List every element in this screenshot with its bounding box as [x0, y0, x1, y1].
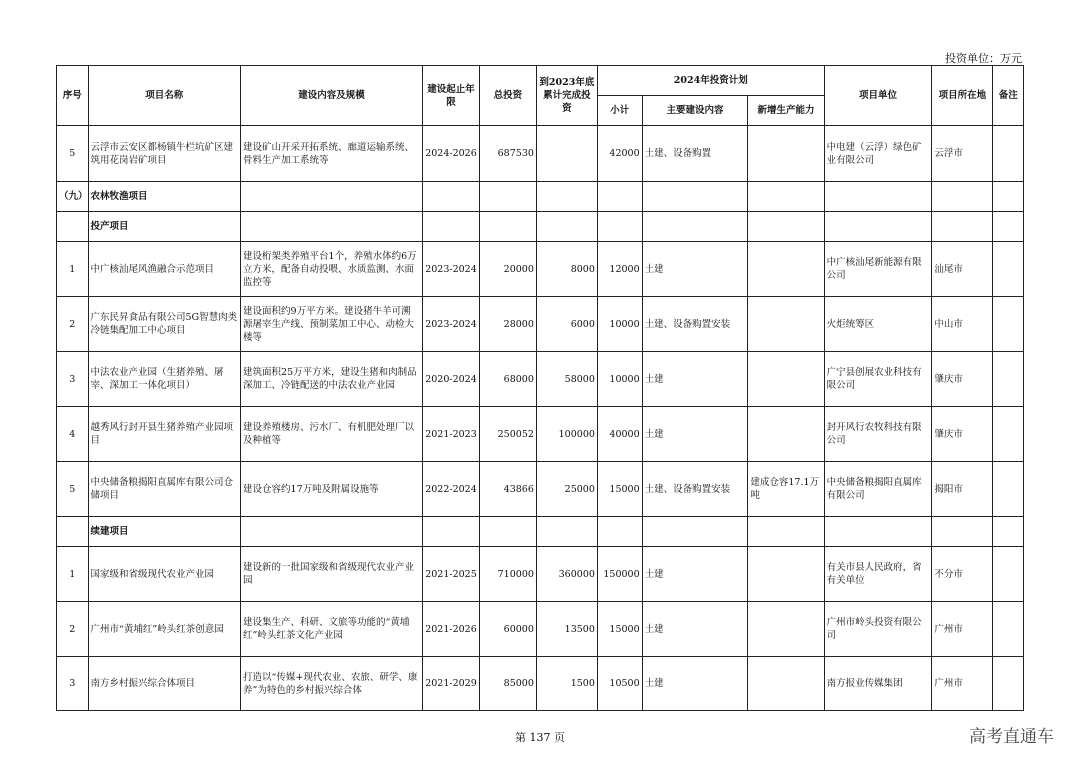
cell-name: 广州市“黄埔红”岭头红茶创意园	[88, 602, 241, 657]
watermark: 高考直通车	[969, 727, 1054, 747]
cell-remark	[993, 462, 1024, 517]
table-row	[57, 352, 1024, 407]
cell-content: 建设矿山开采开拓系统、廊道运输系统、骨料生产加工系统等	[241, 126, 423, 182]
cell-done: 25000	[536, 462, 597, 517]
cell-location: 肇庆市	[932, 352, 993, 407]
header-plan: 2024年投资计划	[597, 66, 824, 96]
header-location: 项目所在地	[932, 66, 993, 126]
header-capacity: 新增生产能力	[748, 96, 824, 126]
cell-location: 广州市	[932, 657, 993, 711]
cell-total: 687530	[479, 126, 536, 182]
table-row	[57, 242, 1024, 297]
cell-remark	[993, 547, 1024, 602]
unit-note: 投资单位：万元	[945, 52, 1022, 65]
cell-unit: 南方报业传媒集团	[824, 657, 932, 711]
cell-location: 不分市	[932, 547, 993, 602]
cell-main: 土建	[642, 352, 748, 407]
cell-main: 土建	[642, 602, 748, 657]
cell-content: 建筑面积25万平方米，建设生猪和肉制品深加工、冷链配送的中法农业产业园	[241, 352, 423, 407]
cell-capacity	[748, 407, 824, 462]
cell-subtotal: 10000	[597, 352, 642, 407]
cell-content: 建设集生产、科研、文旅等功能的“黄埔红”岭头红茶文化产业园	[241, 602, 423, 657]
cell-subtotal: 42000	[597, 126, 642, 182]
cell-name: 中央储备粮揭阳直属库有限公司仓储项目	[88, 462, 241, 517]
cell-done	[536, 126, 597, 182]
header-done: 到2023年底累计完成投资	[536, 66, 597, 126]
cell-capacity	[748, 547, 824, 602]
cell-seq: 1	[57, 547, 89, 602]
cell-name: 中广核汕尾风渔融合示范项目	[88, 242, 241, 297]
section-row	[57, 182, 1024, 212]
cell-capacity: 建成仓容17.1万吨	[748, 462, 824, 517]
cell-remark	[993, 242, 1024, 297]
cell-location: 汕尾市	[932, 242, 993, 297]
cell-seq: 1	[57, 242, 89, 297]
cell-seq: 4	[57, 407, 89, 462]
cell-remark	[993, 352, 1024, 407]
header-remark: 备注	[993, 66, 1024, 126]
investment-table	[56, 65, 1024, 711]
header-content: 建设内容及规模	[241, 66, 423, 126]
cell-period: 2022-2024	[423, 462, 480, 517]
header-name: 项目名称	[88, 66, 241, 126]
cell-main: 土建、设备购置安装	[642, 462, 748, 517]
cell-total: 68000	[479, 352, 536, 407]
cell-remark	[993, 602, 1024, 657]
cell-done: 13500	[536, 602, 597, 657]
cell-period: 2023-2024	[423, 297, 480, 352]
subsection-row	[57, 517, 1024, 547]
cell-content: 建设新的一批国家级和省级现代农业产业园	[241, 547, 423, 602]
cell-content: 建设仓容约17万吨及附属设施等	[241, 462, 423, 517]
cell-seq: 3	[57, 657, 89, 711]
cell-subtotal: 40000	[597, 407, 642, 462]
table-row	[57, 462, 1024, 517]
header-unit: 项目单位	[824, 66, 932, 126]
cell-capacity	[748, 242, 824, 297]
cell-subtotal: 10000	[597, 297, 642, 352]
cell-capacity	[748, 126, 824, 182]
cell-capacity	[748, 352, 824, 407]
cell-seq: 2	[57, 297, 89, 352]
cell-done: 1500	[536, 657, 597, 711]
cell-subtotal: 10500	[597, 657, 642, 711]
cell-location: 中山市	[932, 297, 993, 352]
cell-total: 710000	[479, 547, 536, 602]
cell-name: 南方乡村振兴综合体项目	[88, 657, 241, 711]
cell-period: 2021-2023	[423, 407, 480, 462]
cell-seq: 5	[57, 462, 89, 517]
cell-main: 土建	[642, 407, 748, 462]
subsection-title: 续建项目	[88, 517, 241, 547]
cell-total: 250052	[479, 407, 536, 462]
cell-period: 2023-2024	[423, 242, 480, 297]
subsection-title: 投产项目	[88, 212, 241, 242]
cell-seq: 5	[57, 126, 89, 182]
cell-seq: 3	[57, 352, 89, 407]
cell-main: 土建	[642, 547, 748, 602]
table-row	[57, 547, 1024, 602]
cell-name: 中法农业产业园（生猪养殖、屠宰、深加工一体化项目）	[88, 352, 241, 407]
cell-remark	[993, 297, 1024, 352]
cell-done: 6000	[536, 297, 597, 352]
header-total: 总投资	[479, 66, 536, 126]
cell-content: 打造以“传媒+现代农业、农旅、研学、康养”为特色的乡村振兴综合体	[241, 657, 423, 711]
cell-name: 广东民昇食品有限公司5G智慧肉类冷链集配加工中心项目	[88, 297, 241, 352]
cell-period: 2021-2029	[423, 657, 480, 711]
cell-remark	[993, 407, 1024, 462]
cell-name: 云浮市云安区都杨镇牛栏坑矿区建筑用花岗岩矿项目	[88, 126, 241, 182]
subsection-row	[57, 212, 1024, 242]
cell-total: 28000	[479, 297, 536, 352]
cell-location: 肇庆市	[932, 407, 993, 462]
cell-capacity	[748, 297, 824, 352]
table-row	[57, 657, 1024, 711]
header-seq: 序号	[57, 66, 89, 126]
cell-subtotal: 12000	[597, 242, 642, 297]
cell-content: 建设养殖楼房、污水厂、有机肥处理厂以及种植等	[241, 407, 423, 462]
cell-location: 云浮市	[932, 126, 993, 182]
cell-remark	[993, 657, 1024, 711]
cell-done: 8000	[536, 242, 597, 297]
cell-period: 2021-2026	[423, 602, 480, 657]
cell-done: 360000	[536, 547, 597, 602]
cell-content: 建设面积约9万平方米。建设猪牛羊可溯源屠宰生产线、预制菜加工中心、动检大楼等	[241, 297, 423, 352]
header-period: 建设起止年限	[423, 66, 480, 126]
page-number: 第 137 页	[515, 731, 565, 744]
cell-subtotal: 15000	[597, 602, 642, 657]
table-row	[57, 126, 1024, 182]
table-row	[57, 602, 1024, 657]
cell-remark	[993, 126, 1024, 182]
cell-subtotal: 15000	[597, 462, 642, 517]
cell-unit: 中广核汕尾新能源有限公司	[824, 242, 932, 297]
section-seq: （九）	[57, 182, 89, 212]
cell-done: 58000	[536, 352, 597, 407]
cell-unit: 封开风行农牧科技有限公司	[824, 407, 932, 462]
cell-location: 揭阳市	[932, 462, 993, 517]
cell-unit: 广州市岭头投资有限公司	[824, 602, 932, 657]
table-row	[57, 297, 1024, 352]
header-subtotal: 小计	[597, 96, 642, 126]
cell-done: 100000	[536, 407, 597, 462]
cell-content: 建设桁架类养殖平台1个，养殖水体约6万立方米，配备自动投喂、水质监测、水面监控等	[241, 242, 423, 297]
cell-unit: 广宁县创展农业科技有限公司	[824, 352, 932, 407]
cell-total: 20000	[479, 242, 536, 297]
cell-unit: 火炬统筹区	[824, 297, 932, 352]
cell-unit: 中央储备粮揭阳直属库有限公司	[824, 462, 932, 517]
cell-main: 土建	[642, 242, 748, 297]
cell-unit: 中电建（云浮）绿色矿业有限公司	[824, 126, 932, 182]
cell-total: 60000	[479, 602, 536, 657]
cell-main: 土建、设备购置安装	[642, 297, 748, 352]
cell-main: 土建、设备购置	[642, 126, 748, 182]
cell-name: 国家级和省级现代农业产业园	[88, 547, 241, 602]
cell-capacity	[748, 602, 824, 657]
cell-unit: 有关市县人民政府，省有关单位	[824, 547, 932, 602]
table-row	[57, 407, 1024, 462]
cell-subtotal: 150000	[597, 547, 642, 602]
header-main: 主要建设内容	[642, 96, 748, 126]
cell-location: 广州市	[932, 602, 993, 657]
cell-seq: 2	[57, 602, 89, 657]
cell-period: 2020-2024	[423, 352, 480, 407]
cell-capacity	[748, 657, 824, 711]
cell-period: 2024-2026	[423, 126, 480, 182]
cell-total: 43866	[479, 462, 536, 517]
cell-main: 土建	[642, 657, 748, 711]
section-title: 农林牧渔项目	[88, 182, 241, 212]
cell-total: 85000	[479, 657, 536, 711]
cell-period: 2021-2025	[423, 547, 480, 602]
cell-name: 越秀风行封开县生猪养殖产业园项目	[88, 407, 241, 462]
